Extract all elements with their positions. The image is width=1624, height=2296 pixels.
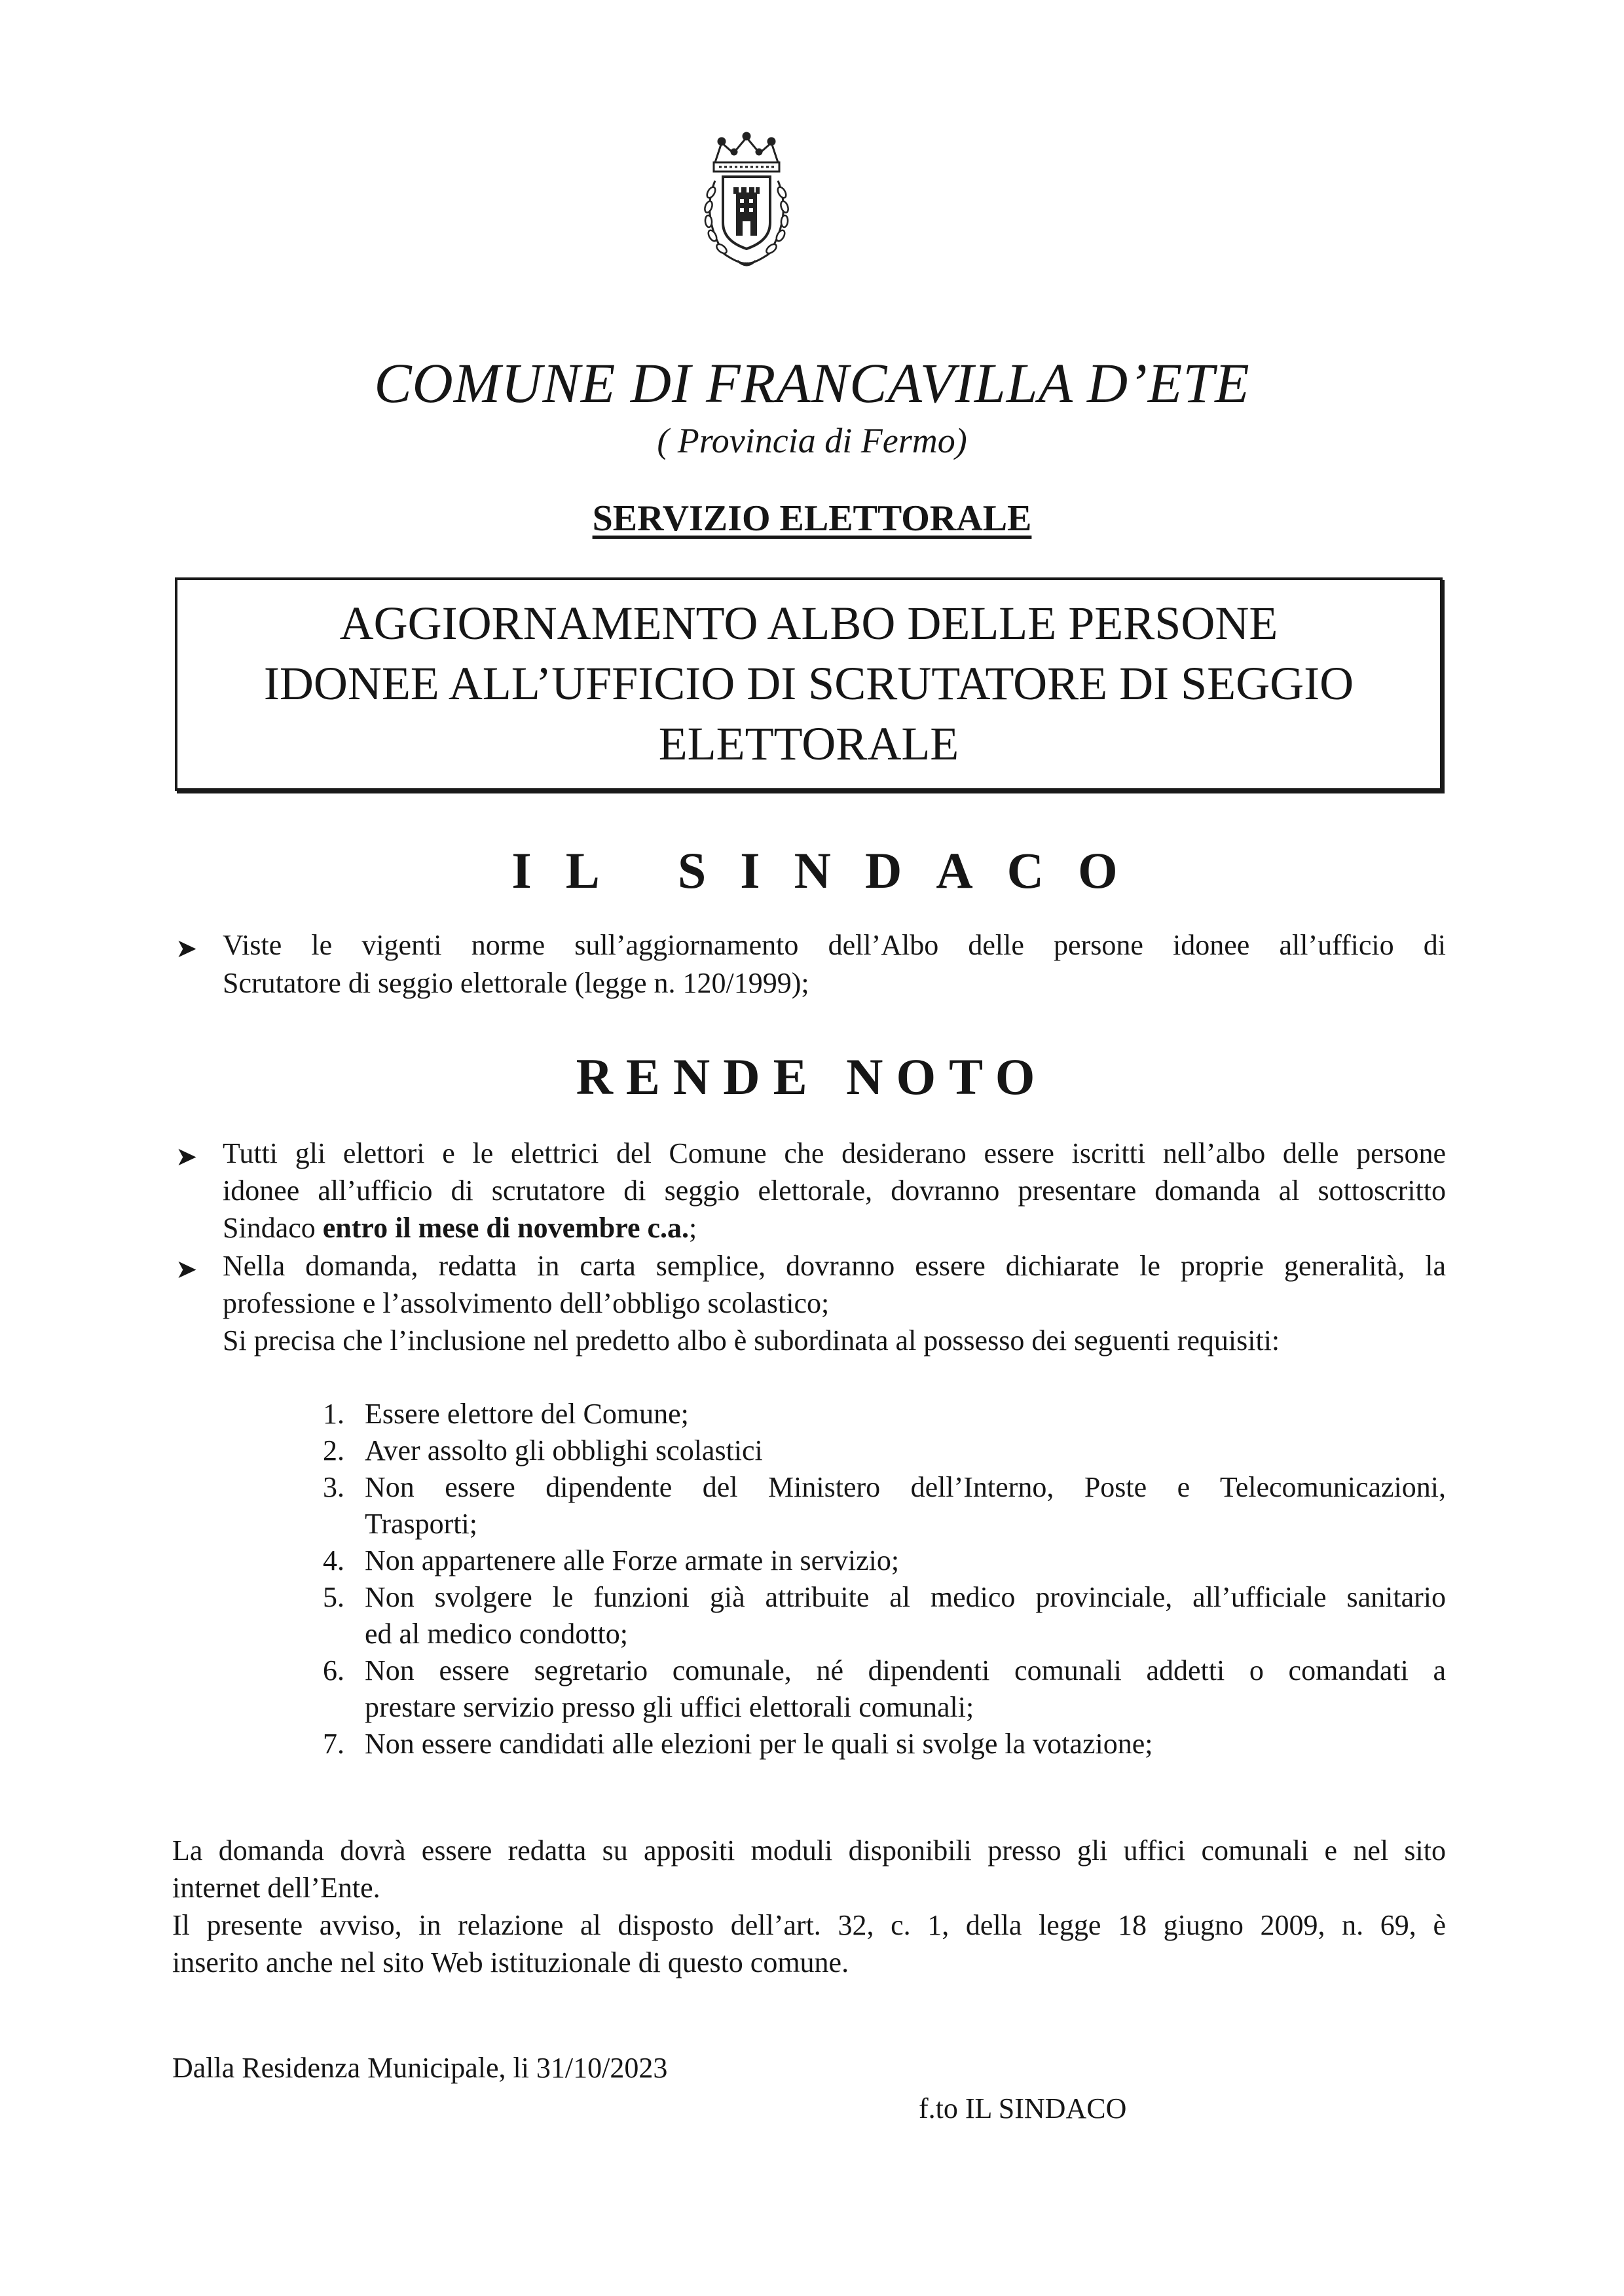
viste-line: Viste le vigenti norme sull’aggiornamento dell’Albo delle persone idonee all’ufficio di: [223, 929, 1446, 961]
paragraph-line: professione e l’assolvimento dell’obbligo scolastico;: [223, 1287, 830, 1319]
closing-line: inserito anche nel sito Web istituzionale di questo comune.: [172, 1946, 849, 1978]
list-item: Non essere dipendente del Ministero dell’Interno, Poste e Telecomunicazioni,: [365, 1471, 1446, 1503]
signature: f.to IL SINDACO: [919, 2092, 1127, 2124]
list-number: 7.: [323, 1728, 344, 1760]
date-line: Dalla Residenza Municipale, li 31/10/2023: [172, 2052, 668, 2084]
list-item: Essere elettore del Comune;: [365, 1398, 689, 1430]
paragraph-line: Nella domanda, redatta in carta semplice, dovranno essere dichiarate le proprie generalità, la: [223, 1250, 1446, 1282]
list-item: Non appartenere alle Forze armate in servizio;: [365, 1544, 900, 1576]
list-item-continued: Trasporti;: [365, 1508, 477, 1540]
notice-title-box: [175, 577, 1443, 791]
paragraph-line: idonee all’ufficio di scrutatore di seggio elettorale, dovranno presentare domanda al sottoscritto: [223, 1175, 1446, 1207]
list-item: Non essere segretario comunale, né dipendenti comunali addetti o comandati a: [365, 1654, 1446, 1686]
paragraph-line: Si precisa che l’inclusione nel predetto albo è subordinata al possesso dei seguenti requisiti:: [223, 1324, 1280, 1357]
arrowhead-bullet-icon: ➤: [175, 1142, 198, 1171]
list-number: 4.: [323, 1544, 344, 1576]
title-line: ELETTORALE: [658, 718, 959, 770]
deadline-prefix: Sindaco: [223, 1212, 323, 1244]
list-number: 5.: [323, 1581, 344, 1613]
list-number: 2.: [323, 1434, 344, 1467]
deadline-suffix: ;: [689, 1212, 697, 1244]
paragraph-line: Tutti gli elettori e le elettrici del Comune che desiderano essere iscritti nell’albo delle persone: [223, 1137, 1446, 1169]
servizio-heading: SERVIZIO ELETTORALE: [592, 498, 1032, 539]
sindaco-heading: IL SINDACO: [511, 842, 1152, 899]
municipal-coat-of-arms-icon: [674, 124, 819, 282]
list-number: 1.: [323, 1398, 344, 1430]
arrowhead-bullet-icon: ➤: [175, 1254, 198, 1284]
closing-line: La domanda dovrà essere redatta su appositi moduli disponibili presso gli uffici comunali e nel sito: [172, 1834, 1446, 1867]
provincia-subtitle: ( Provincia di Fermo): [657, 421, 967, 460]
list-item: Aver assolto gli obblighi scolastici: [365, 1434, 763, 1467]
list-item: Non essere candidati alle elezioni per le quali si svolge la votazione;: [365, 1728, 1153, 1760]
title-line: IDONEE ALL’UFFICIO DI SCRUTATORE DI SEGGIO: [263, 657, 1354, 710]
list-item: Non svolgere le funzioni già attribuite al medico provinciale, all’ufficiale sanitario: [365, 1581, 1446, 1613]
list-number: 3.: [323, 1471, 344, 1503]
list-item-continued: prestare servizio presso gli uffici elettorali comunali;: [365, 1691, 974, 1723]
arrowhead-bullet-icon: ➤: [175, 934, 198, 963]
list-item-continued: ed al medico condotto;: [365, 1618, 628, 1650]
deadline-bold: entro il mese di novembre c.a.: [322, 1212, 690, 1244]
closing-line: Il presente avviso, in relazione al disposto dell’art. 32, c. 1, della legge 18 giugno 2009, n. 69, è: [172, 1909, 1446, 1941]
closing-line: internet dell’Ente.: [172, 1872, 380, 1904]
rende-noto-heading: RENDE NOTO: [576, 1048, 1048, 1105]
paragraph-line-deadline: [223, 1214, 697, 1243]
viste-line: Scrutatore di seggio elettorale (legge n. 120/1999);: [223, 967, 809, 999]
comune-name: COMUNE DI FRANCAVILLA D’ETE: [374, 352, 1250, 414]
list-number: 6.: [323, 1654, 344, 1686]
title-line: AGGIORNAMENTO ALBO DELLE PERSONE: [339, 597, 1278, 649]
